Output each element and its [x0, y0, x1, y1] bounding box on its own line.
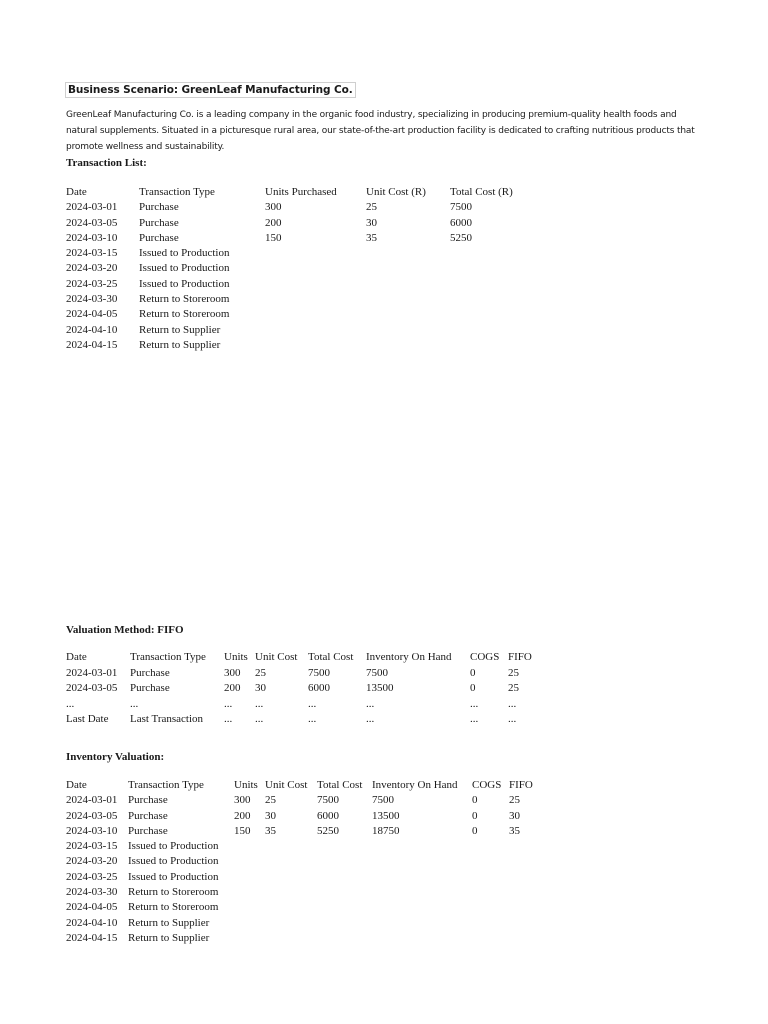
table-cell [450, 246, 520, 261]
table-cell [234, 931, 265, 946]
column-header: Units [234, 779, 258, 791]
table-cell: Issued to Production [139, 247, 230, 260]
table-row [66, 793, 539, 808]
table-cell [317, 885, 372, 900]
table-cell [472, 885, 509, 900]
table-cell: 7500 [372, 794, 394, 807]
table-cell: ... [308, 713, 317, 725]
table-cell [509, 839, 539, 854]
table-row [66, 900, 539, 915]
table-cell: 2024-04-15 [66, 338, 118, 351]
column-header: COGS [472, 779, 502, 791]
table-cell: 25 [255, 666, 266, 679]
table-cell: 30 [255, 682, 266, 694]
column-header: Units [224, 651, 248, 663]
table-cell: Return to Storeroom [139, 293, 230, 306]
table-cell [372, 885, 472, 900]
table-cell [317, 839, 372, 854]
table-cell: Return to Storeroom [128, 901, 219, 914]
table-cell [509, 900, 539, 915]
table-cell: Return to Supplier [139, 323, 221, 336]
table-row [66, 666, 538, 682]
table-cell: 6000 [308, 682, 330, 694]
table-cell [509, 854, 539, 869]
column-header: Transaction Type [139, 186, 215, 198]
table-cell [234, 900, 265, 915]
table-row [66, 712, 538, 728]
table-cell [366, 261, 450, 276]
table-cell: 2024-03-01 [66, 666, 118, 679]
column-header: Date [66, 186, 87, 198]
table-cell: 2024-03-25 [66, 870, 118, 883]
table-cell [472, 931, 509, 946]
table-cell: 2024-03-10 [66, 231, 118, 244]
table-cell: Issued to Production [128, 855, 219, 868]
table-cell: 2024-04-15 [66, 931, 118, 944]
column-header: Transaction Type [130, 651, 206, 663]
table-cell: Purchase [130, 666, 170, 679]
document-title: Business Scenario: GreenLeaf Manufacturing Co. [65, 82, 356, 98]
table-cell [366, 277, 450, 292]
table-cell: 30 [366, 216, 377, 229]
table-cell: Issued to Production [128, 870, 219, 883]
table-row [66, 870, 539, 885]
table-row [66, 681, 538, 697]
column-header: Date [66, 779, 87, 791]
table-cell [450, 338, 520, 353]
table-cell: 6000 [317, 809, 339, 822]
table-cell: ... [508, 697, 517, 710]
table-cell: 2024-04-05 [66, 308, 118, 321]
table-cell: 25 [265, 794, 276, 807]
table-cell: 2024-04-10 [66, 323, 118, 336]
table-cell [366, 246, 450, 261]
table-cell: 2024-03-01 [66, 201, 118, 214]
table-cell [472, 916, 509, 931]
table-row [66, 809, 539, 824]
table-cell [265, 900, 317, 915]
table-cell [472, 870, 509, 885]
table-cell: ... [224, 713, 233, 725]
table-cell [234, 839, 265, 854]
table-cell: Last Transaction [130, 713, 204, 725]
table-cell: ... [508, 713, 517, 725]
table-cell [265, 839, 317, 854]
table-cell: 5250 [317, 824, 339, 837]
valuation-method-heading: Valuation Method: FIFO [66, 624, 184, 636]
table-cell: 150 [265, 231, 282, 244]
table-cell [509, 885, 539, 900]
table-row [66, 216, 520, 231]
table-cell [317, 916, 372, 931]
table-row [66, 307, 520, 322]
table-row [66, 885, 539, 900]
table-cell: 200 [224, 682, 241, 694]
table-cell: ... [66, 697, 75, 710]
table-cell [265, 277, 366, 292]
table-cell: 2024-03-20 [66, 262, 118, 275]
table-row [66, 824, 539, 839]
table-cell: 200 [265, 216, 282, 229]
table-cell: Return to Supplier [128, 931, 210, 944]
table-cell: 35 [509, 824, 520, 837]
table-cell: 300 [224, 666, 241, 679]
table-cell [450, 292, 520, 307]
table-row [66, 292, 520, 307]
column-header: Total Cost [308, 651, 354, 663]
table-row [66, 261, 520, 276]
column-header: Unit Cost (R) [366, 186, 426, 198]
table-cell [317, 870, 372, 885]
table-cell: 200 [234, 809, 251, 822]
table-cell: 2024-04-10 [66, 916, 118, 929]
column-header: Total Cost [317, 779, 363, 791]
table-row [66, 839, 539, 854]
table-cell: Purchase [128, 809, 168, 822]
table-cell: 25 [508, 682, 519, 694]
transaction-list-table [66, 185, 520, 353]
table-cell [366, 323, 450, 338]
table-cell: 7500 [450, 201, 472, 214]
column-header: Units Purchased [265, 186, 337, 198]
table-cell: Purchase [139, 231, 179, 244]
table-cell [372, 900, 472, 915]
table-cell [372, 916, 472, 931]
table-cell: Issued to Production [139, 277, 230, 290]
table-cell: 30 [265, 809, 276, 822]
table-cell: Issued to Production [139, 262, 230, 275]
table-cell: 2024-03-01 [66, 794, 118, 807]
table-cell [366, 338, 450, 353]
table-cell: Return to Storeroom [139, 308, 230, 321]
table-cell: ... [366, 697, 375, 710]
table-cell [472, 900, 509, 915]
table-cell: 35 [366, 231, 377, 244]
table-cell: ... [366, 713, 375, 725]
table-row [66, 246, 520, 261]
table-cell: 2024-03-30 [66, 293, 118, 306]
table-cell: 0 [472, 809, 478, 822]
table-cell: 30 [509, 809, 520, 822]
table-cell: 6000 [450, 216, 472, 229]
table-row [66, 697, 538, 713]
table-cell [509, 931, 539, 946]
table-cell: 2024-04-05 [66, 901, 118, 914]
table-row [66, 916, 539, 931]
table-cell: 35 [265, 824, 276, 837]
table-cell [372, 870, 472, 885]
table-cell: 25 [509, 794, 520, 807]
table-cell: 2024-03-10 [66, 824, 118, 837]
table-row [66, 854, 539, 869]
column-header: Inventory On Hand [366, 651, 452, 663]
table-header-row [66, 185, 520, 200]
table-cell: 5250 [450, 231, 472, 244]
column-header: FIFO [509, 779, 533, 791]
table-cell [472, 839, 509, 854]
table-row [66, 338, 520, 353]
table-cell: 25 [366, 201, 377, 214]
table-cell: 2024-03-05 [66, 809, 118, 822]
table-cell: ... [255, 713, 264, 725]
column-header: Total Cost (R) [450, 186, 513, 198]
table-cell: 7500 [317, 794, 339, 807]
table-cell [450, 307, 520, 322]
table-cell: ... [470, 713, 479, 725]
table-cell [234, 854, 265, 869]
table-cell [234, 885, 265, 900]
table-cell [317, 931, 372, 946]
table-cell [265, 885, 317, 900]
table-cell: Purchase [139, 216, 179, 229]
table-header-row [66, 778, 539, 793]
table-cell [372, 854, 472, 869]
table-cell [265, 854, 317, 869]
inventory-valuation-heading: Inventory Valuation: [66, 751, 165, 763]
column-header: Transaction Type [128, 779, 204, 791]
table-cell: Purchase [139, 201, 179, 214]
table-cell [265, 292, 366, 307]
table-cell: 2024-03-15 [66, 840, 118, 853]
column-header: Unit Cost [265, 779, 308, 791]
table-cell [317, 854, 372, 869]
table-cell [265, 307, 366, 322]
table-cell [450, 277, 520, 292]
table-row [66, 277, 520, 292]
table-row [66, 931, 539, 946]
table-cell [450, 261, 520, 276]
table-row [66, 323, 520, 338]
table-cell [234, 870, 265, 885]
table-row [66, 231, 520, 246]
table-cell: 0 [470, 666, 476, 679]
table-cell [265, 338, 366, 353]
table-cell: Purchase [128, 794, 168, 807]
column-header: FIFO [508, 651, 532, 663]
column-header: COGS [470, 651, 500, 663]
column-header: Date [66, 651, 87, 663]
table-cell: 2024-03-05 [66, 216, 118, 229]
table-cell [265, 246, 366, 261]
table-cell: Return to Storeroom [128, 886, 219, 899]
table-cell: ... [130, 697, 139, 710]
table-cell [472, 854, 509, 869]
table-cell: 300 [234, 794, 251, 807]
table-cell: Return to Supplier [128, 916, 210, 929]
table-cell: 2024-03-30 [66, 886, 118, 899]
table-cell: Purchase [128, 824, 168, 837]
table-cell: 13500 [366, 682, 394, 694]
column-header: Unit Cost [255, 651, 298, 663]
table-cell [265, 870, 317, 885]
table-cell: 7500 [366, 666, 388, 679]
table-cell [265, 931, 317, 946]
column-header: Inventory On Hand [372, 779, 458, 791]
valuation-method-table [66, 650, 538, 728]
table-cell: 13500 [372, 809, 400, 822]
table-cell [509, 870, 539, 885]
table-cell: Return to Supplier [139, 338, 221, 351]
table-cell [372, 931, 472, 946]
table-cell [317, 900, 372, 915]
table-cell: 0 [470, 682, 476, 694]
table-cell: 2024-03-25 [66, 277, 118, 290]
table-row [66, 200, 520, 215]
table-cell: 2024-03-15 [66, 247, 118, 260]
table-cell: 150 [234, 824, 251, 837]
table-cell: 18750 [372, 824, 400, 837]
table-header-row [66, 650, 538, 666]
table-cell: ... [224, 697, 233, 710]
table-cell [372, 839, 472, 854]
table-cell [366, 307, 450, 322]
table-cell [366, 292, 450, 307]
inventory-valuation-table [66, 778, 539, 946]
table-cell [265, 323, 366, 338]
transaction-list-heading: Transaction List: [66, 157, 147, 169]
table-cell [265, 261, 366, 276]
table-cell: 2024-03-05 [66, 682, 118, 694]
table-cell: ... [308, 697, 317, 710]
table-cell: 0 [472, 794, 478, 807]
table-cell [234, 916, 265, 931]
table-cell: 0 [472, 824, 478, 837]
table-cell: Last Date [66, 713, 109, 725]
table-cell [265, 916, 317, 931]
table-cell: Issued to Production [128, 840, 219, 853]
table-cell: 7500 [308, 666, 330, 679]
table-cell: 300 [265, 201, 282, 214]
table-cell: Purchase [130, 682, 170, 694]
table-cell [450, 323, 520, 338]
table-cell: ... [255, 697, 264, 710]
intro-paragraph: GreenLeaf Manufacturing Co. is a leading company in the organic food industry, specializing in producing premium-quality health foods and natural supplements. Situated in a picturesque rural area, our state-of-the-art production facility is dedicated to crafting nutritious products that promote wellness and sustainability. [66, 110, 695, 152]
table-cell: 25 [508, 666, 519, 679]
table-cell: 2024-03-20 [66, 855, 118, 868]
table-cell [509, 916, 539, 931]
table-cell: ... [470, 697, 479, 710]
